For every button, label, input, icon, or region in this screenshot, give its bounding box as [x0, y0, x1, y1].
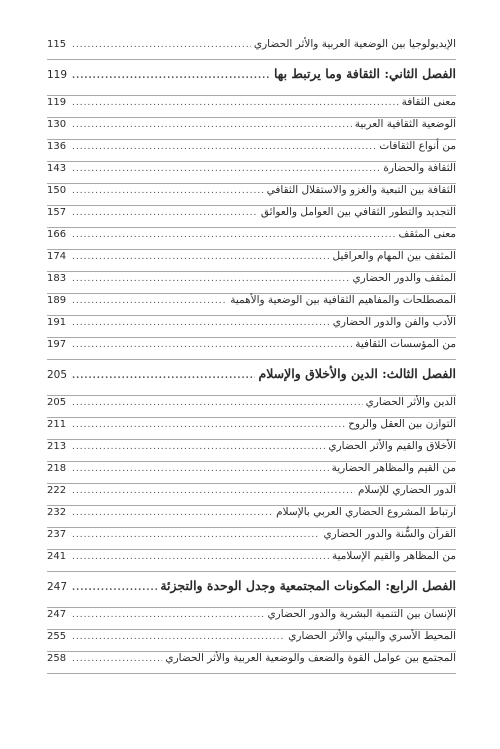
toc-page-number: 174	[47, 251, 67, 262]
toc-leader-dots	[72, 296, 227, 306]
toc-leader-dots	[72, 340, 352, 350]
toc-page-number: 119	[47, 69, 68, 81]
toc-page-number: 241	[47, 551, 67, 562]
toc-entry-row[interactable]	[47, 272, 456, 294]
toc-entry-row[interactable]	[47, 396, 456, 418]
toc-entry-row[interactable]	[47, 316, 456, 338]
toc-entry-row[interactable]	[47, 608, 456, 630]
toc-page-number: 222	[47, 485, 67, 496]
toc-leader-dots	[72, 552, 329, 562]
toc-entry-row[interactable]	[47, 338, 456, 360]
toc-entry-row[interactable]	[47, 630, 456, 652]
toc-page-number: 197	[47, 339, 67, 350]
toc-page-number: 157	[47, 207, 67, 218]
toc-title: التجديد والتطور الثقافي بين العوامل والعوائق	[260, 206, 456, 218]
toc-chapter-row[interactable]	[47, 60, 456, 96]
toc-leader-dots	[72, 442, 325, 452]
table-of-contents	[47, 38, 456, 674]
toc-page-number: 247	[47, 581, 68, 593]
toc-leader-dots	[72, 120, 352, 130]
toc-leader-dots	[72, 508, 273, 518]
toc-entry-row[interactable]	[47, 118, 456, 140]
toc-title: معنى الثقافة	[401, 96, 456, 108]
toc-page-number: 232	[47, 507, 67, 518]
toc-title: المصطلحات والمفاهيم الثقافية بين الوضعية والأهمية	[230, 294, 456, 306]
toc-title: الأخلاق والقيم والأثر الحضاري	[328, 440, 456, 452]
toc-leader-dots	[72, 208, 258, 218]
toc-title: الثقافة والحضارة	[383, 162, 456, 174]
toc-title: الوضعية الثقافية العربية	[354, 118, 456, 130]
toc-entry-row[interactable]	[47, 528, 456, 550]
toc-leader-dots	[72, 164, 380, 174]
toc-leader-dots	[72, 610, 264, 620]
toc-leader-dots	[72, 583, 157, 593]
toc-title: من المظاهر والقيم الإسلامية	[331, 550, 456, 562]
toc-page-number: 183	[47, 273, 67, 284]
toc-title: المجتمع بين عوامل القوة والضعف والوضعية العربية والأثر الحضاري	[165, 652, 456, 664]
toc-entry-row[interactable]	[47, 484, 456, 506]
toc-leader-dots	[72, 274, 349, 284]
toc-title: من المؤسسات الثقافية	[355, 338, 456, 350]
toc-chapter-row[interactable]	[47, 360, 456, 396]
toc-page-number: 130	[47, 119, 67, 130]
toc-leader-dots	[72, 371, 255, 381]
toc-leader-dots	[72, 98, 399, 108]
toc-entry-row[interactable]	[47, 550, 456, 572]
toc-title: الدين والأثر الحضاري	[365, 396, 456, 408]
toc-entry-row[interactable]	[47, 506, 456, 528]
toc-entry-row[interactable]	[47, 162, 456, 184]
toc-page-number: 150	[47, 185, 67, 196]
toc-page-number: 247	[47, 609, 67, 620]
toc-leader-dots	[72, 40, 251, 50]
toc-entry-row[interactable]	[47, 228, 456, 250]
toc-entry-row[interactable]	[47, 418, 456, 440]
toc-leader-dots	[72, 632, 285, 642]
toc-leader-dots	[72, 142, 376, 152]
toc-title: ارتباط المشروع الحضاري العربي بالإسلام	[276, 506, 456, 518]
toc-title: الأدب والفن والدور الحضاري	[332, 316, 456, 328]
toc-page-number: 258	[47, 653, 67, 664]
toc-page-number: 237	[47, 529, 67, 540]
toc-entry-row[interactable]	[47, 294, 456, 316]
toc-leader-dots	[72, 464, 329, 474]
toc-leader-dots	[72, 71, 271, 81]
toc-title: التوازن بين العقل والروح	[348, 418, 456, 430]
toc-page-number: 213	[47, 441, 67, 452]
toc-title: القرآن والسُّنة والدور الحضاري	[323, 528, 456, 540]
toc-page-number: 211	[47, 419, 67, 430]
toc-title: الدور الحضاري للإسلام	[358, 484, 456, 496]
toc-page-number: 189	[47, 295, 67, 306]
toc-page-number: 136	[47, 141, 67, 152]
toc-chapter-row[interactable]	[47, 572, 456, 608]
toc-leader-dots	[72, 654, 162, 664]
toc-page-number: 205	[47, 369, 68, 381]
toc-entry-row[interactable]	[47, 96, 456, 118]
toc-title: الفصل الثاني: الثقافة وما يرتبط بها	[274, 66, 456, 81]
toc-title: المثقف بين المهام والعراقيل	[332, 250, 456, 262]
toc-entry-row[interactable]	[47, 38, 456, 60]
toc-title: من أنواع الثقافات	[379, 140, 456, 152]
toc-page-number: 115	[47, 39, 67, 50]
toc-title: معنى المثقف	[398, 228, 456, 240]
toc-title: المثقف والدور الحضاري	[352, 272, 456, 284]
toc-page-number: 166	[47, 229, 67, 240]
toc-entry-row[interactable]	[47, 140, 456, 162]
toc-page-number: 191	[47, 317, 67, 328]
toc-leader-dots	[72, 530, 320, 540]
toc-leader-dots	[72, 318, 330, 328]
toc-title: من القيم والمظاهر الحضارية	[331, 462, 456, 474]
toc-leader-dots	[72, 420, 345, 430]
toc-title: الإيديولوجيا بين الوضعية العربية والأثر الحضاري	[253, 38, 456, 50]
toc-title: الإنسان بين التنمية البشرية والدور الحضاري	[267, 608, 456, 620]
toc-entry-row[interactable]	[47, 250, 456, 272]
toc-leader-dots	[72, 398, 363, 408]
toc-leader-dots	[72, 486, 355, 496]
toc-page-number: 119	[47, 97, 67, 108]
toc-page-number: 218	[47, 463, 67, 474]
toc-title: الفصل الرابع: المكونات المجتمعية وجدل الوحدة والتجزئة	[160, 578, 456, 593]
toc-leader-dots	[72, 186, 264, 196]
toc-entry-row[interactable]	[47, 462, 456, 484]
toc-leader-dots	[72, 230, 396, 240]
toc-entry-row[interactable]	[47, 184, 456, 206]
toc-page-number: 255	[47, 631, 67, 642]
toc-title: الفصل الثالث: الدين والأخلاق والإسلام	[258, 366, 456, 381]
toc-title: المحيط الأسري والبيئي والأثر الحضاري	[288, 630, 456, 642]
toc-entry-row[interactable]	[47, 652, 456, 674]
toc-page-number: 205	[47, 397, 67, 408]
toc-entry-row[interactable]	[47, 440, 456, 462]
toc-leader-dots	[72, 252, 330, 262]
toc-title: الثقافة بين التبعية والغزو والاستقلال الثقافي	[266, 184, 456, 196]
toc-page-number: 143	[47, 163, 67, 174]
toc-entry-row[interactable]	[47, 206, 456, 228]
